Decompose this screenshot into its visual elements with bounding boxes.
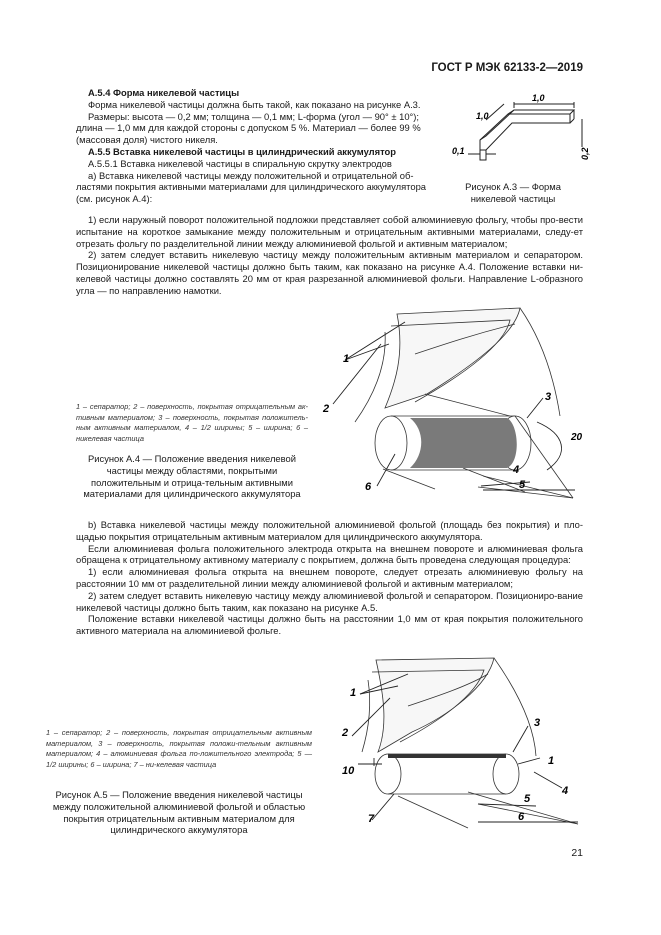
- coated-area: [388, 754, 506, 758]
- body-a: [76, 214, 583, 297]
- callout-6: 6: [365, 481, 372, 493]
- text-line: длина — 1,0 мм для каждой стороны с допуском 5 %. Материал — более 99 %: [76, 122, 421, 134]
- caption-line: никелевой частицы: [470, 192, 556, 204]
- callout-1b: 1: [548, 755, 555, 767]
- text-line: Форма никелевой частицы должна быть такой, как показано на рисунке А.3.: [88, 98, 421, 110]
- paragraph: Если алюминиевая фольга положительного электрода открыта на внешнем повороте и алюминиевая фольга обращена к отрицательному активному материалу с покрытием, должна быть проведена следующая процедура:: [76, 542, 583, 566]
- text-line: ластями покрытия активными материалами для цилиндрического аккумулятора: [76, 181, 426, 193]
- callout-2: 2: [323, 403, 330, 415]
- body-b: [76, 519, 583, 637]
- dimension-label: 1,0: [532, 93, 545, 103]
- figure-a5-drawing: [338, 656, 584, 832]
- paragraph: 2) затем следует вставить никелевую частицу между положительным активным материалом и сепаратором. Позиционирование никелевой частицы должно быть таким, как показано на рисунке А.4. Положение вставки ни-келевой частицы должно составлять 20 мм от края разрезанной алюминиевой фольги. Направление L-образного угла — по направлению намотки.: [76, 249, 583, 296]
- figure-a5-legend: 1 – сепаратор; 2 – поверхность, покрытая отрицательным активным материалом, 3 – поверхность, покрытая положи-тельным активным материалом; 4 – алюминиевая фольга по-ложительного электрода; 5 — 1/2 ширины; 6 – ширина; 7 – ни-келевая частица: [46, 728, 312, 769]
- callout-3: 3: [534, 717, 541, 729]
- figure-a4-legend: 1 – сепаратор; 2 – поверхность, покрытая отрицательным ак-тивным материалом; 3 – поверхность, покрытая положитель-ным активным материалом, 4 – 1/2 ширины; 5 – ширина; 6 – никелевая частица: [76, 402, 308, 443]
- callout-4: 4: [562, 785, 569, 797]
- callout-10: 10: [342, 765, 355, 777]
- paragraph: Положение вставки никелевой частицы должно быть на расстоянии 1,0 мм от края покрытия положительного активного материала на алюминиевой фольге.: [76, 613, 583, 637]
- dimension-label: 20: [571, 432, 583, 443]
- callout-2: 2: [342, 727, 349, 739]
- callout-1: 1: [343, 353, 350, 365]
- text-line: А.5.5.1 Вставка никелевой частицы в спиральную скрутку электродов: [88, 157, 392, 169]
- callout-5: 5: [519, 479, 526, 491]
- section-heading: А.5.5 Вставка никелевой частицы в цилиндрический аккумулятор: [88, 145, 397, 157]
- dimension-label: 0,1: [452, 146, 465, 156]
- callout-7: 7: [368, 813, 375, 825]
- text-line: (см. рисунок А.4):: [76, 193, 153, 205]
- dimension-label: 0,2: [580, 147, 590, 160]
- paragraph: 1) если наружный поворот положительной подложки представляет собой алюминиевую фольгу, чтобы про-вести испытание на короткое замыкание между положительным и отрицательным активными материалами, следу-ет отрезать фольгу по разделительной линии между алюминиевой фольгой и активным материалом;: [76, 214, 583, 249]
- callout-5: 5: [524, 793, 531, 805]
- figure-a5-caption: Рисунок А.5 — Положение введения никелевой частицы между положительной алюминиевой фольгой и областью покрытия отрицательным активным материалом для цилиндрического аккумулятора: [52, 789, 306, 836]
- callout-4: 4: [513, 464, 520, 476]
- coated-area: [410, 418, 517, 468]
- figure-a3-drawing: [440, 92, 590, 180]
- figure-a4-caption: Рисунок А.4 — Положение введения никелевой частицы между областями, покрытыми положительным и отрица-тельным активными материалами для цилиндрического аккумулятора: [83, 453, 301, 500]
- dimension-label: 1,0: [476, 111, 489, 121]
- paragraph: 2) затем следует вставить никелевую частицу между алюминиевой фольгой и сепаратором. Позициониро-вание никелевой частицы должно быть таким, как показано на рисунке А.5.: [76, 589, 583, 613]
- section-heading: А.5.4 Форма никелевой частицы: [88, 87, 240, 98]
- text-line: a) Вставка никелевой частицы между положительной и отрицательной об-: [88, 169, 414, 181]
- figure-a3-caption: [438, 181, 588, 205]
- text-line: Размеры: высота — 0,2 мм; толщина — 0,1 мм; L-форма (угол — 90° ± 10°);: [88, 110, 420, 122]
- text-line: (массовая доля) чистого никеля.: [76, 134, 218, 146]
- callout-6: 6: [518, 811, 525, 823]
- figure-a4-drawing: [315, 304, 595, 500]
- callout-3: 3: [545, 391, 552, 403]
- section-a54: [76, 87, 428, 205]
- page-number: 21: [571, 847, 583, 859]
- caption-line: Рисунок А.3 — Форма: [465, 181, 561, 192]
- paragraph: b) Вставка никелевой частицы между положительной алюминиевой фольгой (площадь без покрытия) и пло-щадью покрытия отрицательным активным материалом для цилиндрического аккумулятора.: [76, 519, 583, 542]
- document-header: ГОСТ Р МЭК 62133-2—2019: [431, 62, 583, 74]
- callout-1: 1: [350, 687, 357, 699]
- paragraph: 1) если алюминиевая фольга открыта на внешнем повороте, следует отрезать алюминиевую фольгу на расстоянии 10 мм от разделительной линии между алюминиевой фольгой и активным материалом;: [76, 566, 583, 589]
